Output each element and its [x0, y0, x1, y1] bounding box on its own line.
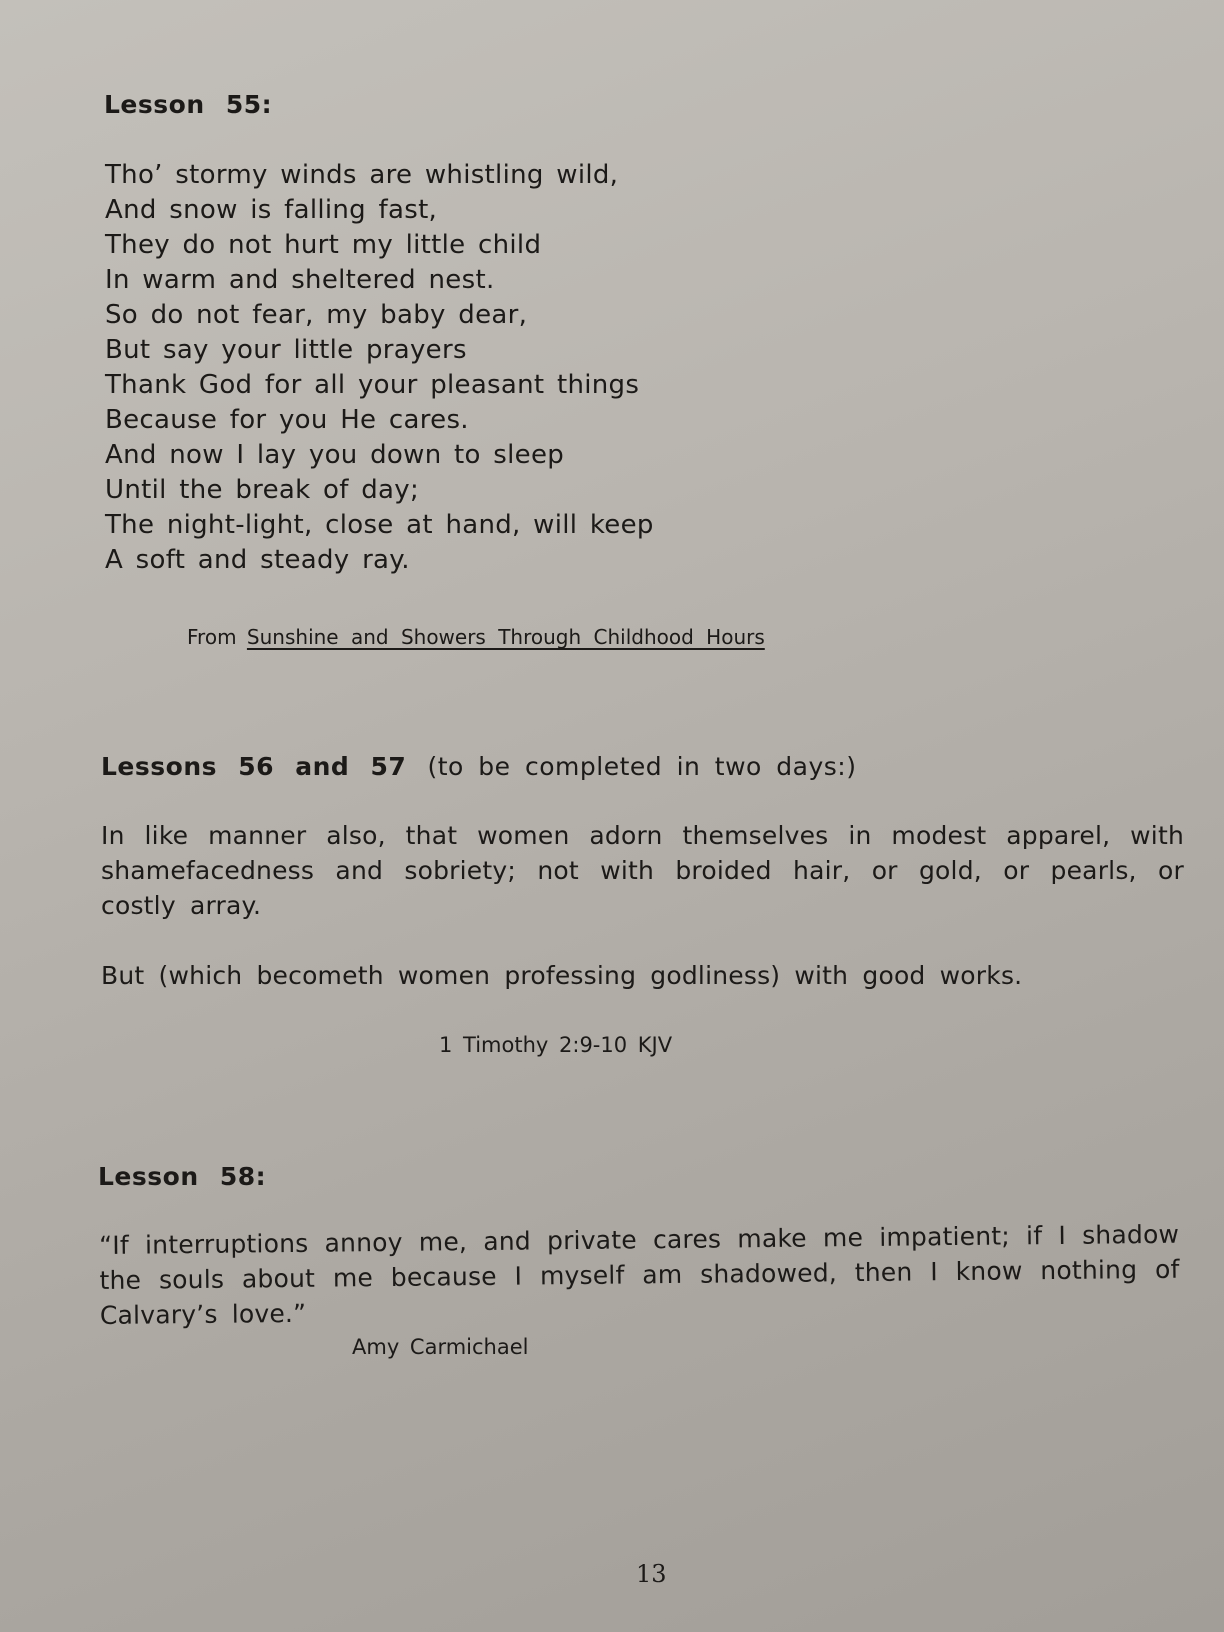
poem-line: So do not fear, my baby dear, [105, 300, 528, 330]
poem-line: Until the break of day; [105, 475, 420, 505]
attribution-prefix: From [187, 625, 237, 649]
poem-line: But say your little prayers [105, 335, 467, 365]
source-book-title: Sunshine and Showers Through Childhood Hours [246, 625, 765, 649]
poem-line: Because for you He cares. [105, 405, 469, 435]
lesson-58-quote: “If interruptions annoy me, and private cares make me impatient; if I shadow the souls about me because I myself am shadowed, then I know nothing of Calvary’s love.” [99, 1219, 1180, 1330]
poem-attribution [187, 625, 765, 649]
poem-line: In warm and sheltered nest. [105, 265, 495, 295]
poem-line: Thank God for all your pleasant things [105, 370, 640, 400]
lessons-56-57-note: (to be completed in two days:) [427, 752, 857, 781]
page-number: 13 [636, 1560, 667, 1588]
poem-line: They do not hurt my little child [105, 230, 542, 260]
poem-line: And snow is falling fast, [105, 195, 438, 225]
lesson-55-poem [105, 158, 654, 578]
lesson-58-heading: Lesson 58: [98, 1162, 267, 1191]
poem-line: Tho’ stormy winds are whistling wild, [105, 160, 619, 190]
poem-line: And now I lay you down to sleep [105, 440, 565, 470]
poem-line: A soft and steady ray. [105, 545, 410, 575]
quote-author: Amy Carmichael [352, 1335, 529, 1359]
scripture-paragraph-2: But (which becometh women professing godliness) with good works. [101, 961, 1023, 990]
poem-line: The night-light, close at hand, will keep [105, 510, 654, 540]
lesson-55-heading: Lesson 55: [104, 90, 273, 119]
scripture-paragraph-1: In like manner also, that women adorn themselves in modest apparel, with shamefacedness and sobriety; not with broided hair, or gold, or pearls, or costly array. [101, 821, 1184, 920]
lessons-56-57-heading [101, 752, 856, 781]
lessons-56-57-title: Lessons 56 and 57 [101, 752, 407, 781]
scripture-reference: 1 Timothy 2:9-10 KJV [439, 1033, 673, 1057]
